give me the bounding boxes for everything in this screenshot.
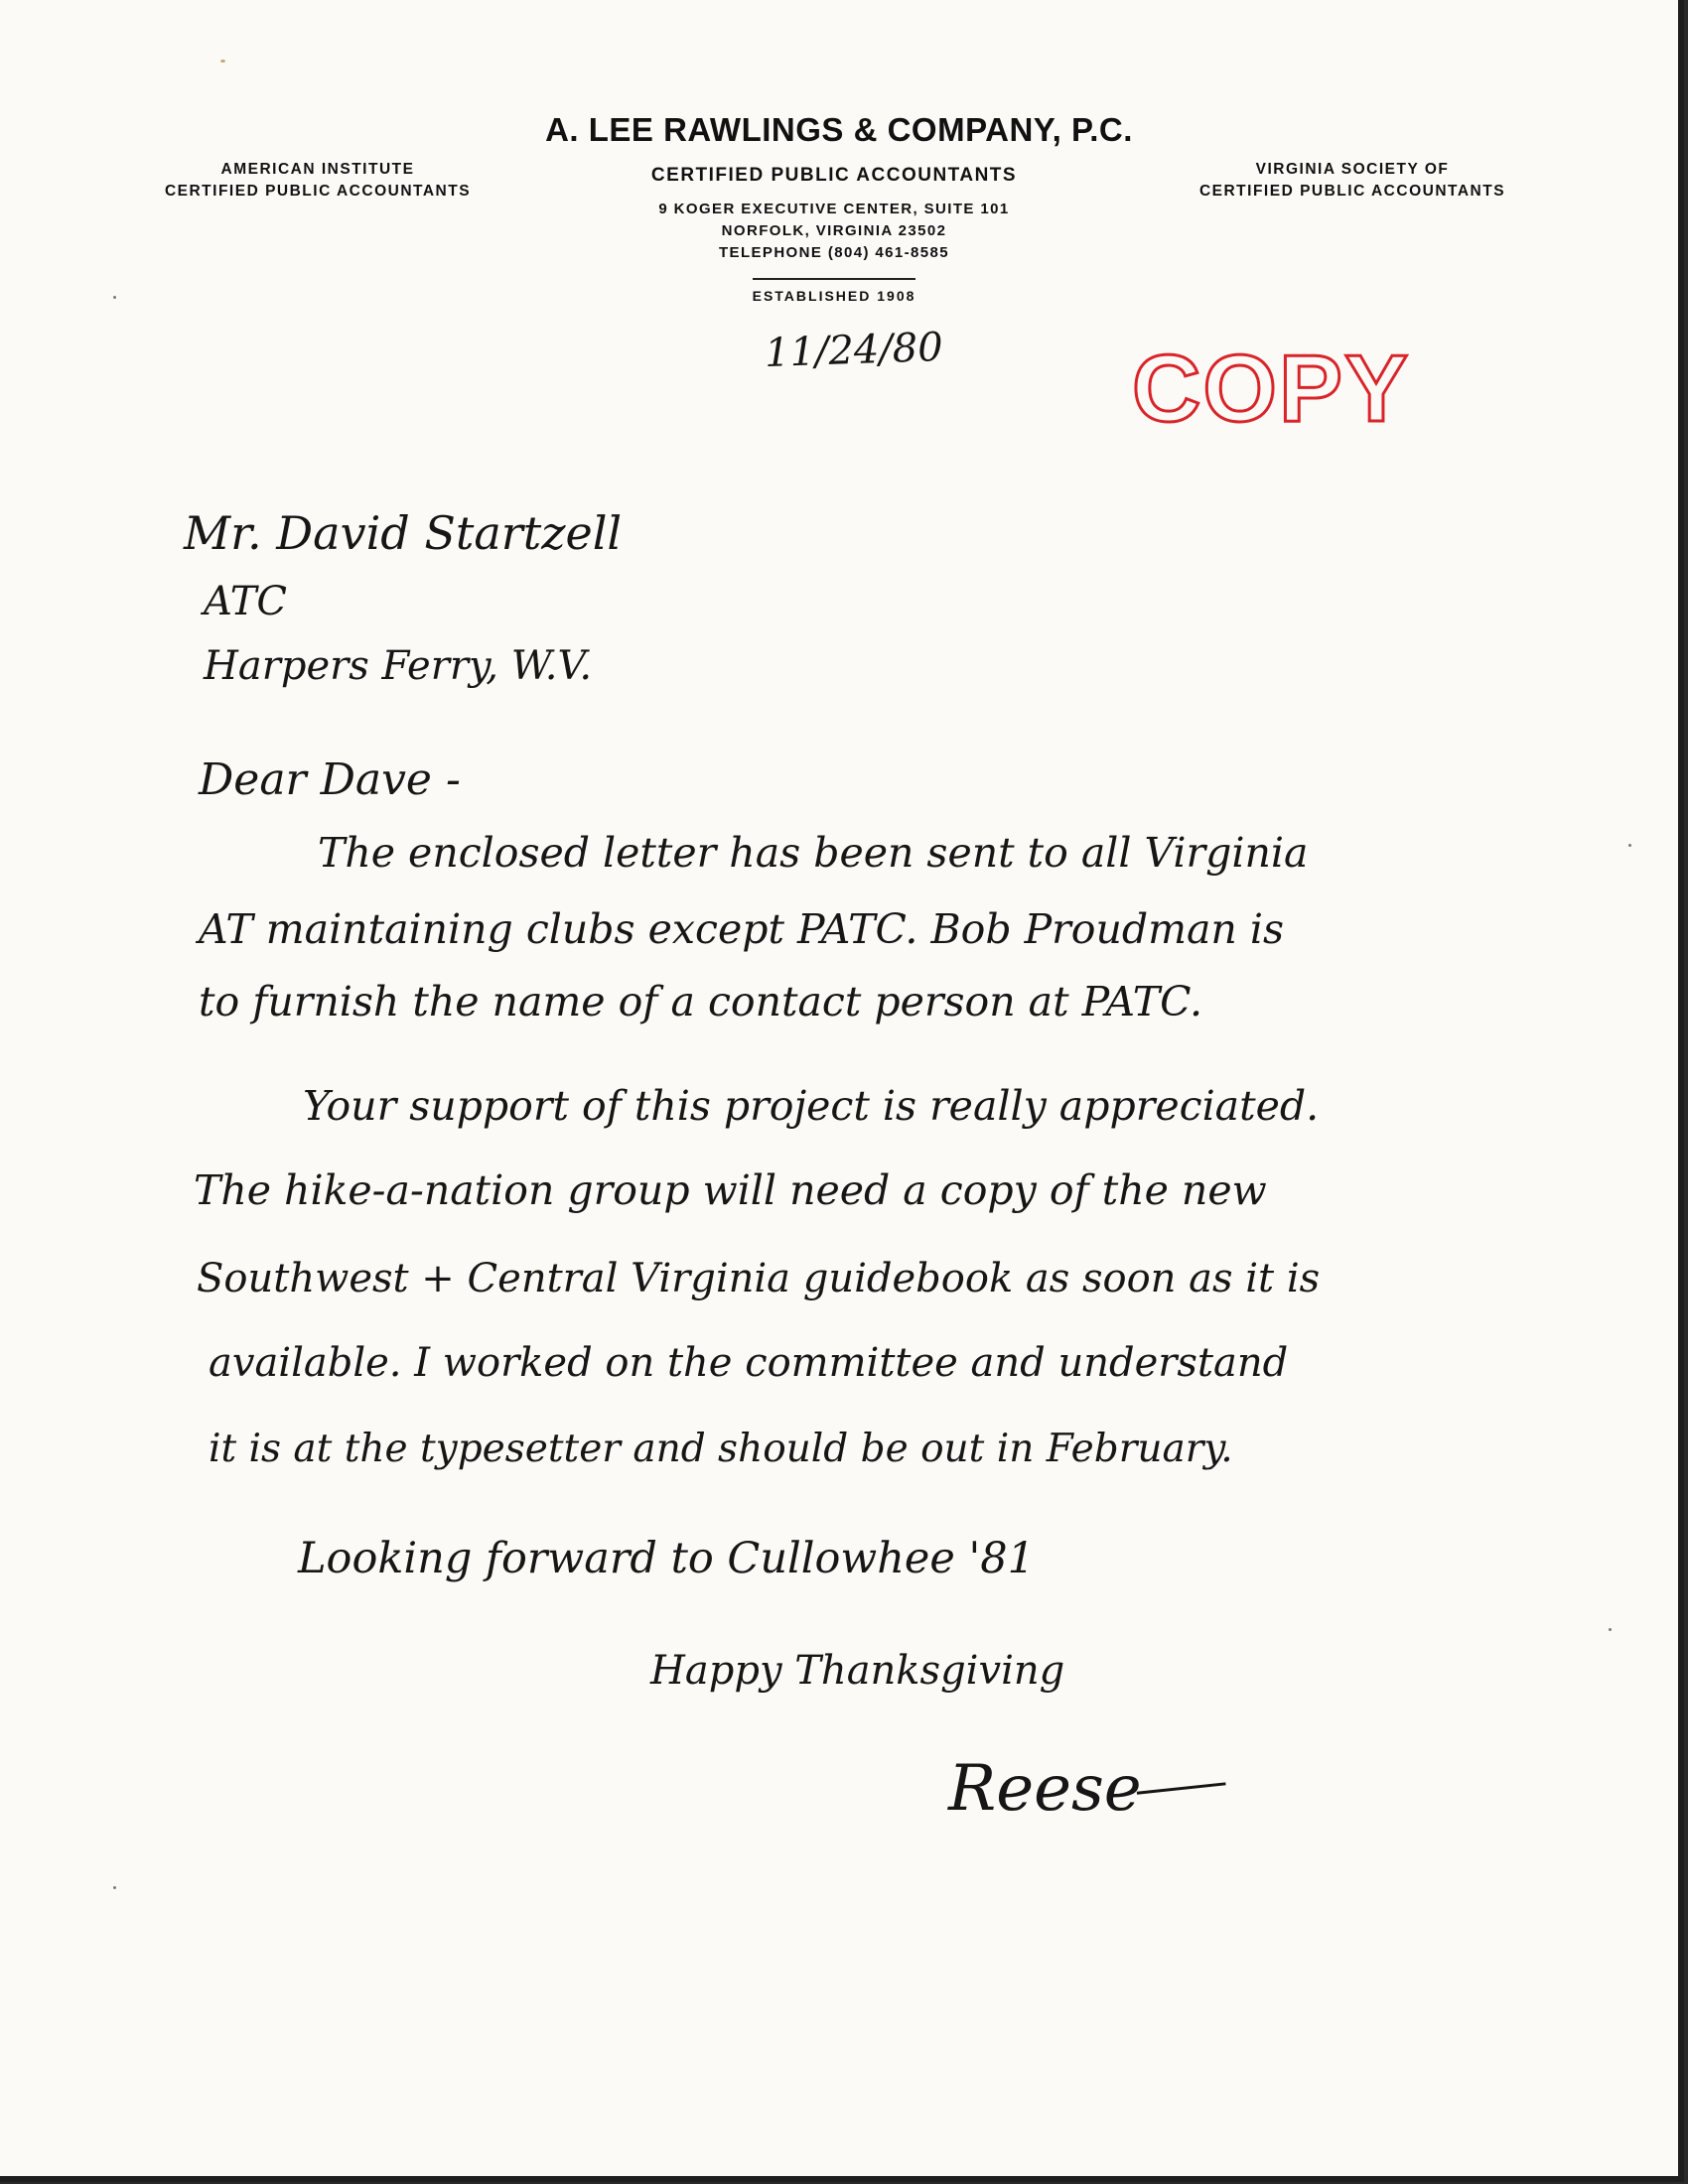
body-line: available. I worked on the committee and understand [209,1340,1289,1386]
body-line: Your support of this project is really appreciated. [303,1082,1320,1130]
firm-name: A. LEE RAWLINGS & COMPANY, P.C. [545,111,1133,148]
right-affiliation [1154,159,1551,203]
left-affiliation-line: AMERICAN INSTITUTE [220,161,415,178]
copy-stamp [1132,336,1411,443]
recipient-location: Harpers Ferry, W.V. [204,643,593,689]
body-line: Southwest + Central Virginia guidebook as soon as it is [197,1256,1321,1301]
body-line: The hike-a-nation group will need a copy of the new [194,1166,1267,1214]
copy-stamp-text: COPY [1132,336,1411,442]
paper-speck [1628,844,1631,847]
body-line: The enclosed letter has been sent to all Virginia [318,829,1309,877]
body-line: AT maintaining clubs except PATC. Bob Proudman is [199,905,1285,953]
paper-speck [113,1886,116,1889]
right-affiliation-line: VIRGINIA SOCIETY OF [1255,161,1450,178]
signature-underline [1137,1782,1226,1800]
left-affiliation [119,159,516,203]
recipient-name: Mr. David Startzell [184,506,623,560]
signature: Reese [948,1752,1142,1826]
body-line: to furnish the name of a contact person at PATC. [199,978,1203,1025]
closing-line: Looking forward to Cullowhee '81 [298,1534,1036,1583]
recipient-organization: ATC [204,579,287,624]
left-affiliation-line: CERTIFIED PUBLIC ACCOUNTANTS [164,183,472,200]
body-line: it is at the typesetter and should be out in February. [209,1427,1233,1471]
holiday-greeting: Happy Thanksgiving [650,1648,1065,1694]
firm-address-block [596,165,1072,306]
address-line: NORFOLK, VIRGINIA 23502 [721,222,947,239]
established-line: ESTABLISHED 1908 [753,278,916,304]
telephone-line: TELEPHONE (804) 461-8585 [718,244,950,261]
paper-speck [113,296,116,299]
center-title: CERTIFIED PUBLIC ACCOUNTANTS [650,165,1018,186]
salutation: Dear Dave - [199,754,461,805]
address-line: 9 KOGER EXECUTIVE CENTER, SUITE 101 [658,201,1010,217]
letter-date: 11/24/80 [764,324,944,377]
paper-speck [1609,1628,1612,1631]
paper-speck [220,60,225,63]
right-affiliation-line: CERTIFIED PUBLIC ACCOUNTANTS [1198,183,1506,200]
